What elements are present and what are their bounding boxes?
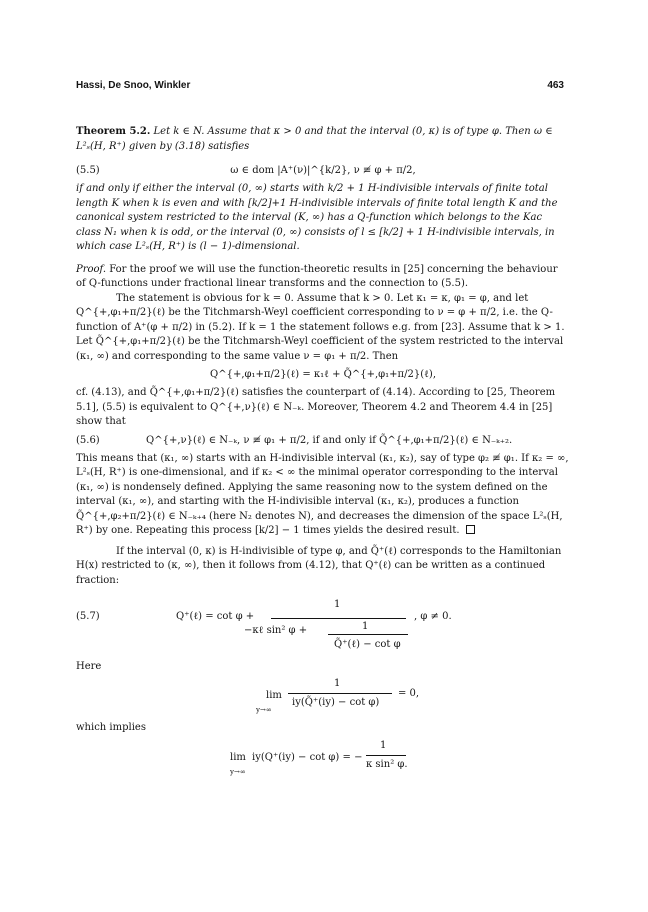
qed-box-icon bbox=[466, 525, 475, 534]
running-head-authors: Hassi, De Snoo, Winkler bbox=[76, 80, 191, 91]
fraction-denominator: iy(Q̃⁺(iy) − cot φ) bbox=[292, 696, 380, 708]
fraction-numerator: 1 bbox=[380, 740, 387, 751]
page-number: 463 bbox=[547, 80, 564, 91]
proof-paragraph-2: The statement is obvious for k = 0. Assume that k > 0. Let κ₁ = κ, φ₁ = φ, and let Q^{+,φ₁+π/2}(ℓ) be the Titchmarsh-Weyl coefficient corresponding to ν = φ + π/2, i.e. the Q-function of A⁺(φ + π/2) in (5.2). If k = 1 the statement follows e.g. from [23]. Assume that k > 1. Let Q̃^{+,φ₁+π/2}(ℓ) be the Titchmarsh-Weyl coefficient of the system restricted to the interval (κ₁, ∞) and corresponding to the same value ν = φ₁ + π/2. Then bbox=[76, 292, 565, 362]
proof-paragraph-1 bbox=[76, 263, 570, 292]
fraction-numerator: 1 bbox=[334, 599, 341, 610]
denominator-text: κ sin² φ bbox=[366, 759, 405, 770]
limit-equation-1 bbox=[76, 675, 570, 721]
limit-result: = 0, bbox=[398, 687, 420, 699]
limit-equation-2 bbox=[76, 735, 570, 785]
equation-unnumbered-a bbox=[76, 364, 570, 386]
fraction-bar bbox=[366, 755, 406, 756]
fraction-denominator: −κℓ sin² φ + bbox=[244, 625, 308, 636]
fraction-bar bbox=[288, 693, 392, 694]
equation-number: (5.5) bbox=[76, 165, 100, 176]
equation-5-6 bbox=[76, 430, 570, 452]
limit-subscript: y→∞ bbox=[230, 768, 246, 776]
equation-number: (5.6) bbox=[76, 434, 100, 446]
equation-body: Q^{+,φ₁+π/2}(ℓ) = κ₁ℓ + Q̃^{+,φ₁+π/2}(ℓ), bbox=[210, 369, 436, 380]
fraction-denominator bbox=[366, 758, 408, 773]
here-label: Here bbox=[76, 661, 102, 672]
limit-expression: iy(Q⁺(iy) − cot φ) = − bbox=[252, 752, 363, 763]
paragraph-continued-fraction: If the interval (0, κ) is H-indivisible of type φ, and Q̃⁺(ℓ) corresponds to the Hamiltonian H(x) restricted to (κ, ∞), then it follows from (4.12), that Q⁺(ℓ) can be written as a continued fraction: bbox=[76, 545, 562, 586]
proof-paragraph-3: cf. (4.13), and Q̃^{+,φ₁+π/2}(ℓ) satisfies the counterpart of (4.14). According to [25, Theorem 5.1], (5.5) is equivalent to Q^{+,ν}(ℓ) ∈ N₋ₖ. Moreover, Theorem 4.2 and Theorem 4.4 in [25] show that bbox=[76, 387, 556, 427]
equation-5-7 bbox=[76, 592, 570, 658]
page-body bbox=[76, 125, 570, 785]
theorem-statement bbox=[76, 125, 570, 154]
equation-number: (5.7) bbox=[76, 611, 100, 622]
proof-text-4: This means that (κ₁, ∞) starts with an H-indivisible interval (κ₁, κ₂), say of type φ₂ ≢ φ₁. If κ₂ = ∞, L²ₛ(H, R⁺) is one-dimensional, and if κ₂ < ∞ the minimal operator corresponding to the interval (κ₁, ∞) is nondensely defined. Applying the same reasoning now to the system defined on the interval (κ₁, ∞), and starting with the H-indivisible interval (κ₁, κ₂), produces a function Q̃^{+,φ₂+π/2}(ℓ) ∈ N₋ₖ₊₄ (here N₂ denotes N), and decreases the dimension of the space L²ₛ(H, R⁺) by one. Repeating this process [k/2] − 1 times yields the desired result. bbox=[76, 452, 569, 536]
limit-operator: lim bbox=[266, 689, 282, 701]
proof-label: Proof. bbox=[76, 263, 107, 275]
which-implies-label: which implies bbox=[76, 721, 146, 733]
proof-paragraph-4 bbox=[76, 452, 570, 539]
equation-5-5 bbox=[76, 160, 570, 182]
fraction-bar bbox=[271, 618, 406, 619]
theorem-intro: Let k ∈ N. Assume that κ > 0 and that the interval (0, κ) is of type φ. Then ω ∈ L²ₛ(H, R⁺) given by (3.18) satisfies bbox=[76, 126, 553, 152]
limit-subscript: y→∞ bbox=[256, 705, 272, 714]
theorem-continuation: if and only if either the interval (0, ∞) starts with k/2 + 1 H-indivisible intervals of finite total length K when k is even and with [k/2]+1 H-indivisible intervals of finite total length K and the canonical system restricted to the interval (K, ∞) has a Q-function which belongs to the Kac class N₁ when k is odd, or the interval (0, ∞) consists of l ≤ [k/2] + 1 H-indivisible intervals, in which case L²ₛ(H, R⁺) is (l − 1)-dimensional. bbox=[76, 183, 558, 252]
inner-fraction-numerator: 1 bbox=[362, 621, 369, 632]
equation-body: Q^{+,ν}(ℓ) ∈ N₋ₖ, ν ≢ φ₁ + π/2, if and only if Q̃^{+,φ₁+π/2}(ℓ) ∈ N₋ₖ₊₂. bbox=[146, 434, 513, 446]
equation-end-period: . bbox=[404, 759, 408, 770]
theorem-title: Theorem 5.2. bbox=[76, 126, 151, 137]
equation-body: ω ∈ dom |A⁺(ν)|^{k/2}, ν ≢ φ + π/2, bbox=[230, 165, 416, 176]
equation-lhs: Q⁺(ℓ) = cot φ + bbox=[176, 611, 255, 622]
inner-fraction-bar bbox=[328, 634, 408, 635]
equation-condition: , φ ≠ 0. bbox=[414, 611, 452, 622]
inner-fraction-denominator: Q̃⁺(ℓ) − cot φ bbox=[334, 639, 401, 650]
limit-operator: lim bbox=[230, 752, 246, 763]
fraction-numerator: 1 bbox=[334, 677, 341, 689]
proof-text-1: For the proof we will use the function-theoretic results in [25] concerning the behaviour of Q-functions under fractional linear transforms and the connection to (5.5). bbox=[76, 263, 558, 289]
